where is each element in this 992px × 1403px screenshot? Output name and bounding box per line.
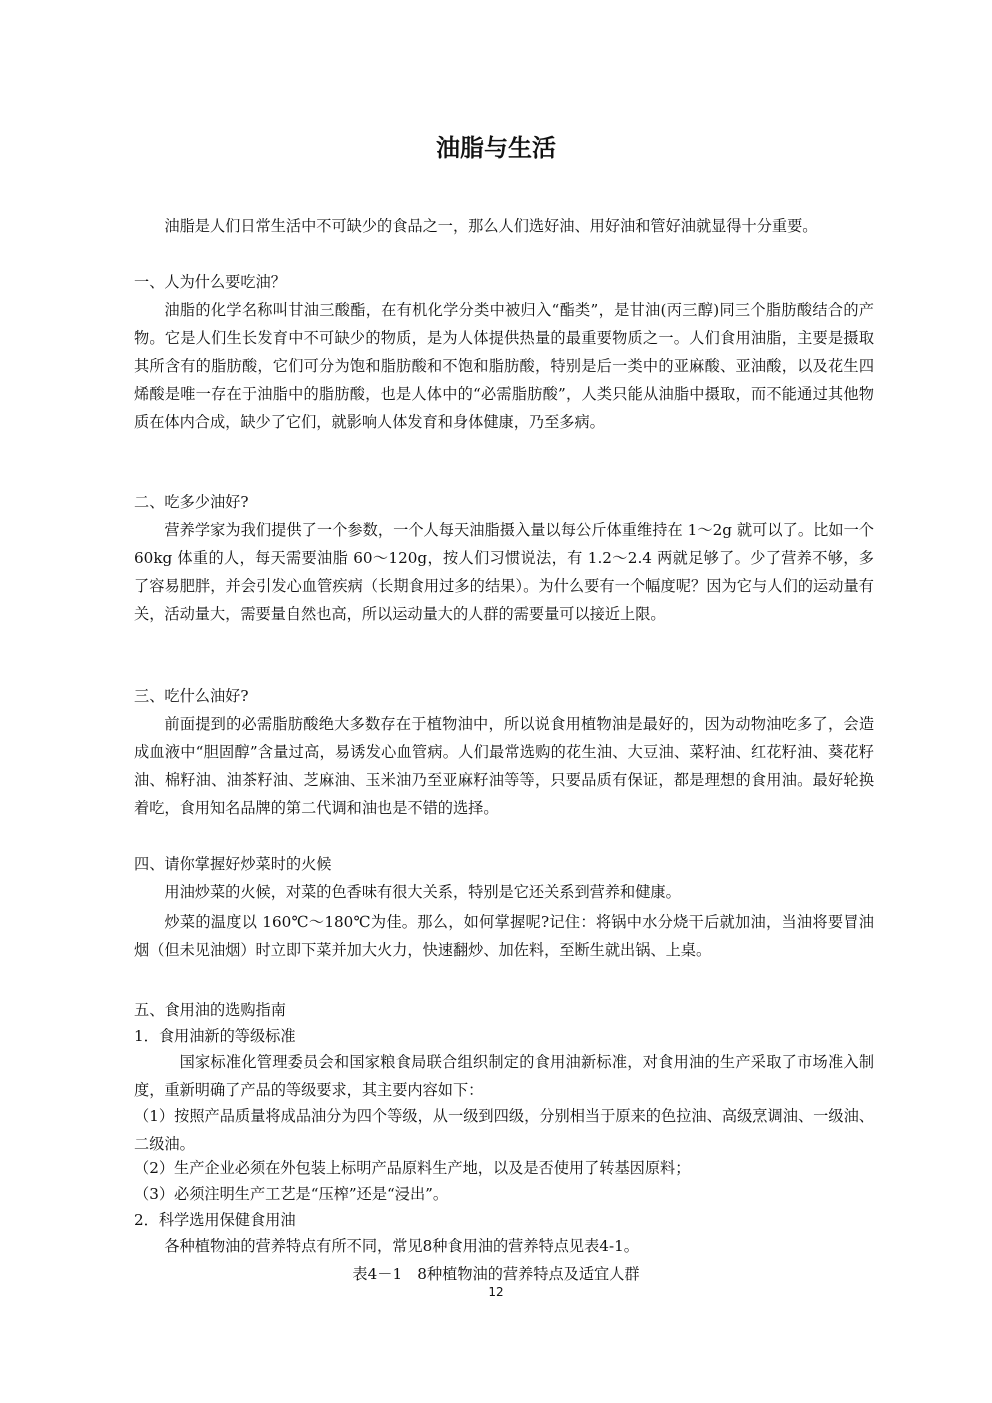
section-5-list-item-2: （2）生产企业必须在外包装上标明产品原料生产地，以及是否使用了转基因原料； (134, 1159, 691, 1177)
intro-paragraph: 油脂是人们日常生活中不可缺少的食品之一，那么人们选好油、用好油和管好油就显得十分重要。 (164, 217, 818, 235)
section-2-paragraph: 营养学家为我们提供了一个参数，一个人每天油脂摄入量以每公斤体重维持在 1～2g 就可以了。比如一个 60kg 体重的人，每天需要油脂 60～120g，按人们习惯说法，有 1.2～2.4 两就足够了。少了营养不够，多了容易肥胖，并会引发心血管疾病（长期食用过多的结果）。为什么要有一个幅度呢？因为它与人们的运动量有关，活动量大，需要量自然也高，所以运动量大的人群的需要量可以接近上限。 (134, 521, 874, 623)
section-2-heading: 二、吃多少油好? (134, 493, 249, 511)
section-5-heading: 五、食用油的选购指南 (134, 1001, 286, 1019)
table-caption: 表4－1 8种植物油的营养特点及适宜人群 (352, 1265, 640, 1283)
section-4-paragraph-2: 炒菜的温度以 160℃～180℃为佳。那么，如何掌握呢?记住：将锅中水分烧干后就加油，当油将要冒油烟（但未见油烟）时立即下菜并加大火力，快速翻炒、加佐料，至断生就出锅、上桌。 (134, 913, 874, 959)
section-5-paragraph-2: 各种植物油的营养特点有所不同，常见8种食用油的营养特点见表4-1。 (164, 1237, 639, 1255)
section-3-heading: 三、吃什么油好? (134, 687, 249, 705)
section-4-paragraph-1: 用油炒菜的火候，对菜的色香味有很大关系，特别是它还关系到营养和健康。 (164, 883, 681, 901)
section-4-heading: 四、请你掌握好炒菜时的火候 (134, 855, 332, 873)
section-5-list-item-3: （3）必须注明生产工艺是“压榨”还是“浸出”。 (134, 1185, 449, 1203)
section-5-paragraph-1: 国家标准化管理委员会和国家粮食局联合组织制定的食用油新标准，对食用油的生产采取了市场准入制度，重新明确了产品的等级要求，其主要内容如下： (134, 1053, 874, 1099)
section-1-paragraph: 油脂的化学名称叫甘油三酸酯，在有机化学分类中被归入“酯类”，是甘油(丙三醇)同三个脂肪酸结合的产物。它是人们生长发育中不可缺少的物质，是为人体提供热量的最重要物质之一。人们食用油脂，主要是摄取其所含有的脂肪酸，它们可分为饱和脂肪酸和不饱和脂肪酸，特别是后一类中的亚麻酸、亚油酸，以及花生四烯酸是唯一存在于油脂中的脂肪酸，也是人体中的“必需脂肪酸”，人类只能从油脂中摄取，而不能通过其他物质在体内合成，缺少了它们，就影响人体发育和身体健康，乃至多病。 (134, 301, 874, 431)
section-5-subheading-1: 1．食用油新的等级标准 (134, 1027, 296, 1045)
section-5-list-item-1: （1）按照产品质量将成品油分为四个等级，从一级到四级，分别相当于原来的色拉油、高级烹调油、一级油、二级油。 (134, 1107, 874, 1153)
section-1-heading: 一、人为什么要吃油？ (134, 273, 286, 291)
page-title: 油脂与生活 (436, 134, 556, 162)
section-5-subheading-2: 2．科学选用保健食用油 (134, 1211, 296, 1229)
section-3-paragraph: 前面提到的必需脂肪酸绝大多数存在于植物油中，所以说食用植物油是最好的，因为动物油吃多了，会造成血液中“胆固醇”含量过高，易诱发心血管病。人们最常选购的花生油、大豆油、菜籽油、红花籽油、葵花籽油、棉籽油、油茶籽油、芝麻油、玉米油乃至亚麻籽油等等，只要品质有保证，都是理想的食用油。最好轮换着吃，食用知名品牌的第二代调和油也是不错的选择。 (134, 715, 874, 817)
page-number: 12 (488, 1285, 504, 1299)
